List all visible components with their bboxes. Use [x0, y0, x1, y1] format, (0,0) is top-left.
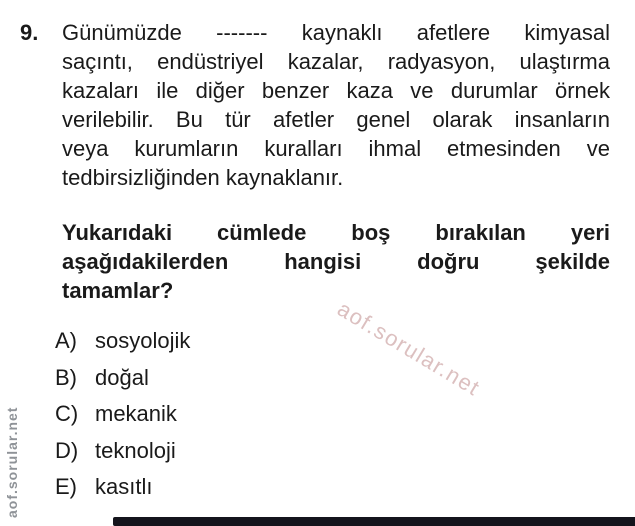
- body-line: kazaları ile diğer benzer kaza ve durumlar örnek: [62, 78, 610, 103]
- body-line: saçıntı, endüstriyel kazalar, radyasyon, ulaştırma: [62, 49, 610, 74]
- body-line: tedbirsizliğinden kaynaklanır.: [62, 165, 344, 190]
- body-line: veya kurumların kuralları ihmal etmesinden ve: [62, 136, 610, 161]
- option-letter: B): [55, 364, 77, 390]
- option-text: sosyolojik: [95, 328, 191, 353]
- option-text: mekanik: [95, 401, 177, 426]
- bottom-bar: [113, 517, 635, 526]
- option-letter: A): [55, 328, 77, 353]
- side-watermark: aof.sorular.net: [4, 406, 20, 518]
- option-row-e: [55, 476, 190, 498]
- option-text: kasıtlı: [95, 474, 153, 499]
- option-text: doğal: [95, 364, 149, 390]
- option-row-b: [55, 364, 190, 390]
- body-line: Günümüzde ------- kaynaklı afetlere kimyasal: [62, 20, 610, 45]
- option-text: teknoloji: [95, 437, 176, 463]
- option-letter: D): [55, 437, 79, 463]
- option-letter: E): [55, 474, 77, 499]
- prompt-line: aşağıdakilerden hangisi doğru şekilde: [62, 249, 610, 274]
- body-line: verilebilir. Bu tür afetler genel olarak insanların: [62, 107, 610, 132]
- option-row-d: [55, 437, 190, 463]
- question-body: [62, 18, 610, 192]
- question-prompt: [62, 218, 610, 305]
- prompt-line: Yukarıdaki cümlede boş bırakılan yeri: [62, 220, 610, 245]
- option-row-c: [55, 403, 190, 425]
- question-number: 9.: [20, 20, 39, 45]
- option-row-a: [55, 330, 190, 352]
- diagonal-watermark: aof.sorular.net: [333, 296, 485, 401]
- prompt-line: tamamlar?: [62, 278, 174, 303]
- options-list: [55, 330, 190, 513]
- option-letter: C): [55, 401, 79, 426]
